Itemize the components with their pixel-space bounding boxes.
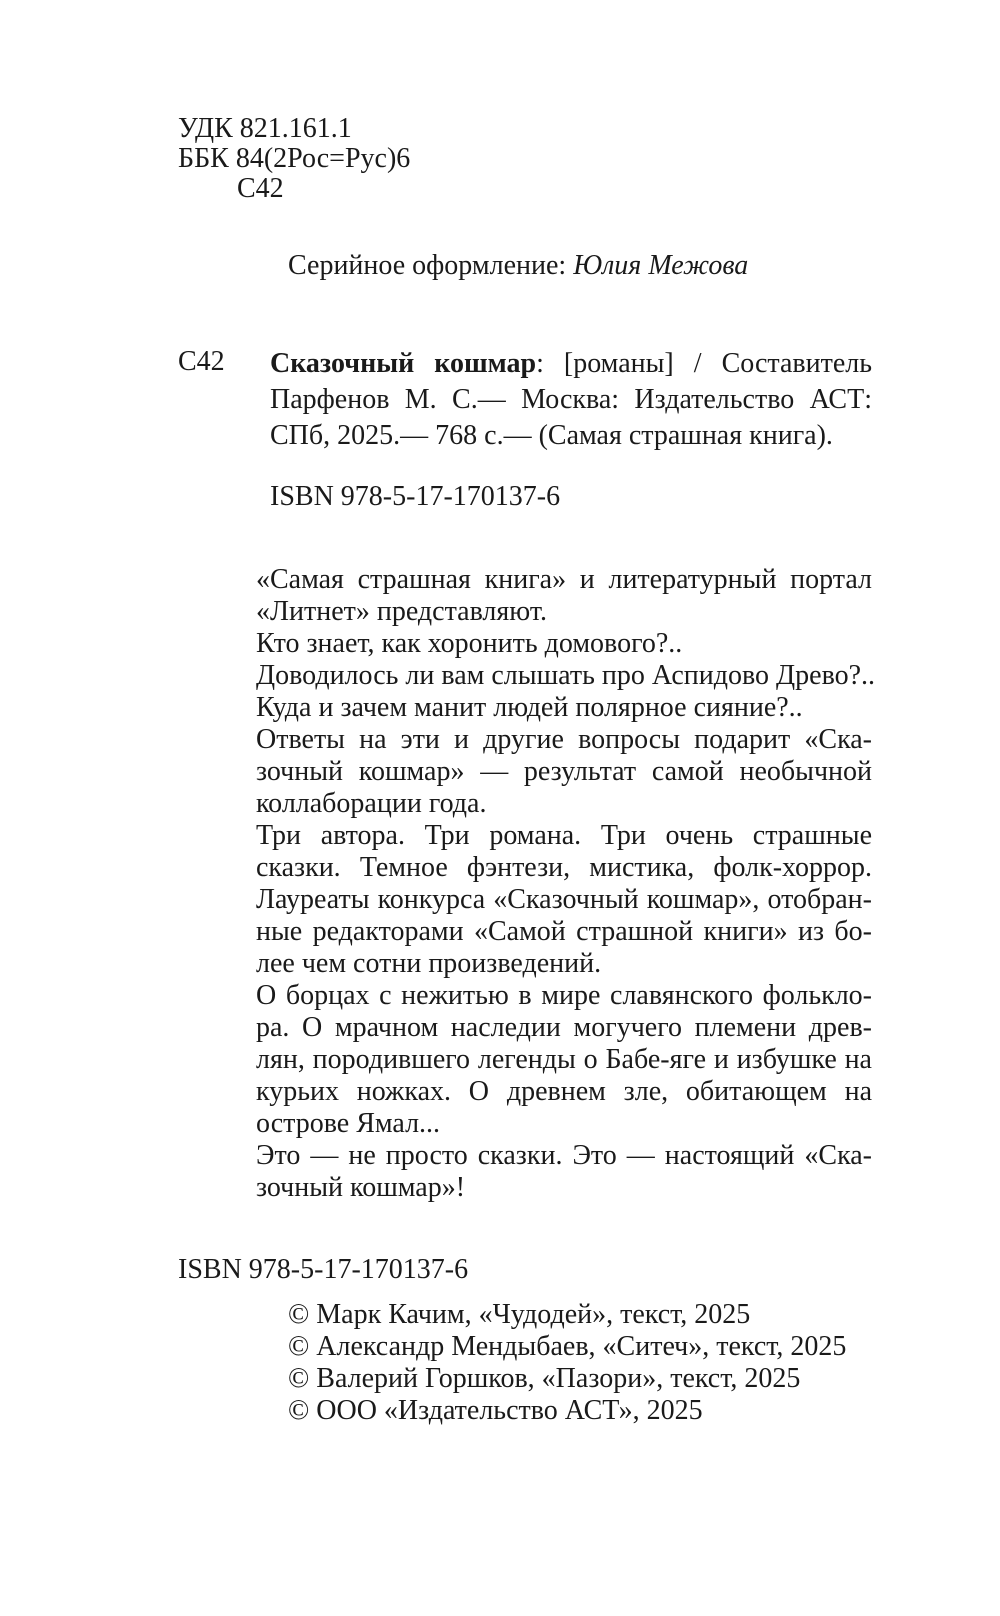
annotation-line: лее чем сотни произведений. <box>256 948 602 979</box>
isbn-top: ISBN 978-5-17-170137-6 <box>270 481 561 512</box>
annotation-line: Три автора. Три романа. Три очень страшные <box>256 820 872 851</box>
annotation <box>178 564 876 1204</box>
annotation-line: сказки. Темное фэнтези, мистика, фолк-хоррор. <box>256 852 872 883</box>
annotation-line: острове Ямал... <box>256 1108 441 1139</box>
book-title: Сказочный кошмар <box>270 348 537 379</box>
annotation-line: зочный кошмар» — результат самой необычной <box>256 756 872 787</box>
series-design-label: Серийное оформление: <box>288 250 574 281</box>
annotation-line: коллаборации года. <box>256 788 487 819</box>
biblio-author-mark: С42 <box>178 346 225 377</box>
series-designer-name: Юлия Межова <box>573 250 749 281</box>
annotation-line: лян, породившего легенды о Бабе-яге и избушке на <box>256 1044 872 1075</box>
copyright-line: © Александр Мендыбаев, «Ситеч», текст, 2025 <box>288 1331 847 1362</box>
classification-block <box>178 114 410 204</box>
author-mark: С42 <box>237 173 284 204</box>
annotation-line: Кто знает, как хоронить домового?.. <box>256 628 683 659</box>
biblio-line-1-rest: : [романы] / Составитель <box>536 348 872 379</box>
biblio-line-3: СПб, 2025.— 768 с.— (Самая страшная книга). <box>270 420 833 451</box>
annotation-line: ра. О мрачном наследии могучего племени древ- <box>256 1012 872 1043</box>
annotation-line: Доводилось ли вам слышать про Аспидово Древо?.. <box>256 660 876 691</box>
copyright-line: © ООО «Издательство АСТ», 2025 <box>288 1395 703 1426</box>
series-design-credit <box>288 250 748 282</box>
copyright-block <box>288 1299 846 1427</box>
udk-code: УДК 821.161.1 <box>178 113 352 144</box>
annotation-line: Это — не просто сказки. Это — настоящий «Ска- <box>256 1140 872 1171</box>
bibliographic-entry <box>270 346 872 454</box>
annotation-line: Ответы на эти и другие вопросы подарит «Ска- <box>256 724 872 755</box>
annotation-line: ные редакторами «Самой страшной книги» из бо- <box>256 916 872 947</box>
annotation-line: «Самая страшная книга» и литературный портал <box>256 564 872 595</box>
biblio-line-1 <box>270 346 872 382</box>
annotation-line: зочный кошмар»! <box>256 1172 466 1203</box>
annotation-line: Лауреаты конкурса «Сказочный кошмар», отобран- <box>256 884 872 915</box>
copyright-line: © Марк Качим, «Чудодей», текст, 2025 <box>288 1299 751 1330</box>
isbn-bottom: ISBN 978-5-17-170137-6 <box>178 1254 469 1285</box>
biblio-line-2: Парфенов М. С.— Москва: Издательство АСТ: <box>270 384 872 415</box>
annotation-line: «Литнет» представляют. <box>256 596 547 627</box>
copyright-line: © Валерий Горшков, «Пазори», текст, 2025 <box>288 1363 801 1394</box>
annotation-line: курьих ножках. О древнем зле, обитающем на <box>256 1076 872 1107</box>
annotation-line: Куда и зачем манит людей полярное сияние?.. <box>256 692 803 723</box>
bbk-code: ББК 84(2Рос=Рус)6 <box>178 143 411 174</box>
annotation-line: О борцах с нежитью в мире славянского фолькло- <box>256 980 872 1011</box>
